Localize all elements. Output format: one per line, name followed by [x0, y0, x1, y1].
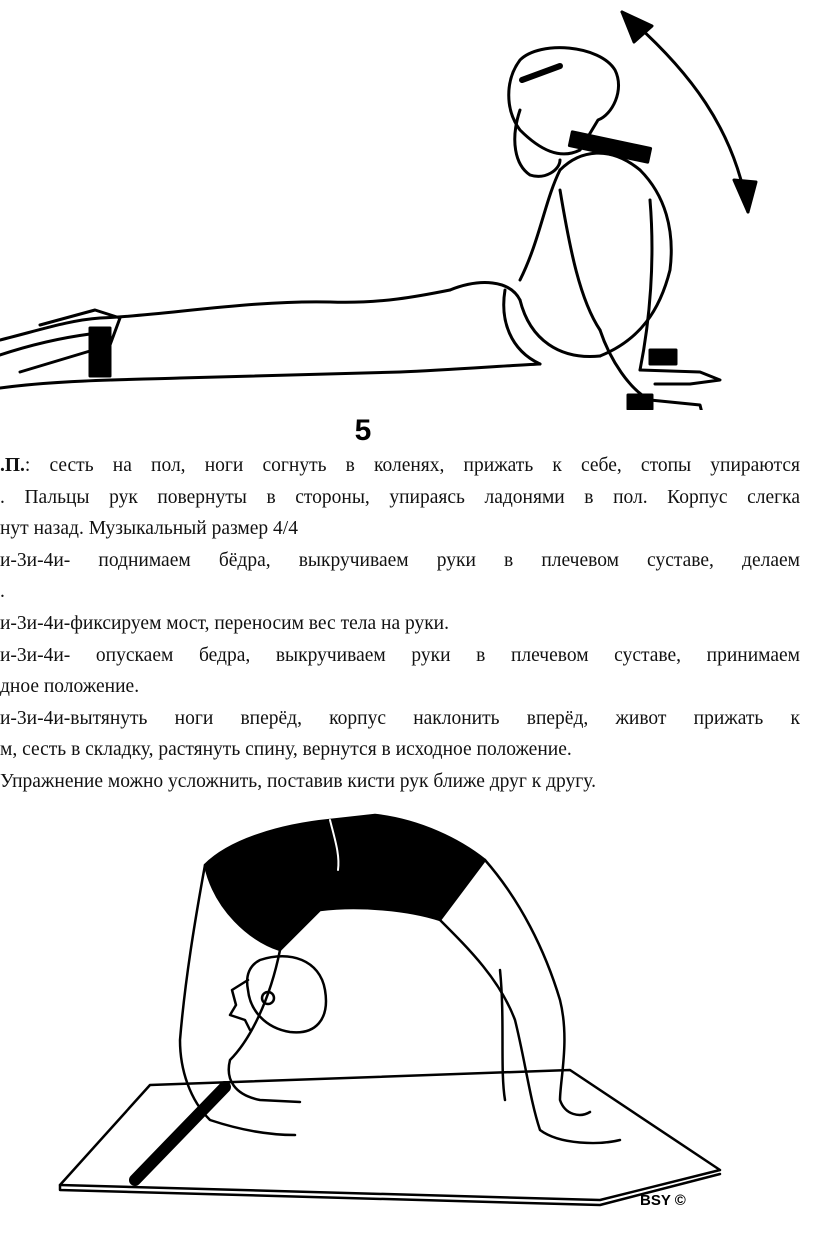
text-line: и-3и-4и- опускаем бедра, выкручиваем руки в плечевом суставе, принимаем — [0, 644, 800, 666]
text-line: . Пальцы рук повернуты в стороны, упираясь ладонями в пол. Корпус слегка — [0, 486, 800, 508]
text-line: м, сесть в складку, растянуть спину, вернутся в исходное положение. — [0, 739, 572, 761]
text-line: и-3и-4и- поднимаем бёдра, выкручиваем руки в плечевом суставе, делаем — [0, 549, 800, 571]
mat — [60, 1070, 720, 1200]
text-line: . — [0, 581, 5, 603]
text-line: нут назад. Музыкальный размер 4/4 — [0, 518, 298, 540]
curved-arrow-icon — [622, 12, 748, 212]
text-line-content: : сесть на пол, ноги согнуть в коленях, прижать к себе, стопы упираются — [24, 455, 800, 476]
text-line — [0, 450, 800, 482]
exercise-description — [0, 450, 800, 798]
text-line: Упражнение можно усложнить, поставив кисти рук ближе друг к другу. — [0, 770, 596, 792]
cobra-pose-illustration — [0, 0, 816, 410]
text-line: дное положение. — [0, 676, 140, 698]
text-line: и-3и-4и-фиксируем мост, переносим вес тела на руки. — [0, 612, 449, 634]
initial-position-label: .П. — [0, 455, 25, 476]
figure-number: 5 — [354, 414, 372, 447]
text-line: и-3и-4и-вытянуть ноги вперёд, корпус наклонить вперёд, живот прижать к — [0, 707, 800, 729]
bridge-pose-illustration — [0, 800, 816, 1235]
watermark: BSY © — [640, 1192, 686, 1209]
